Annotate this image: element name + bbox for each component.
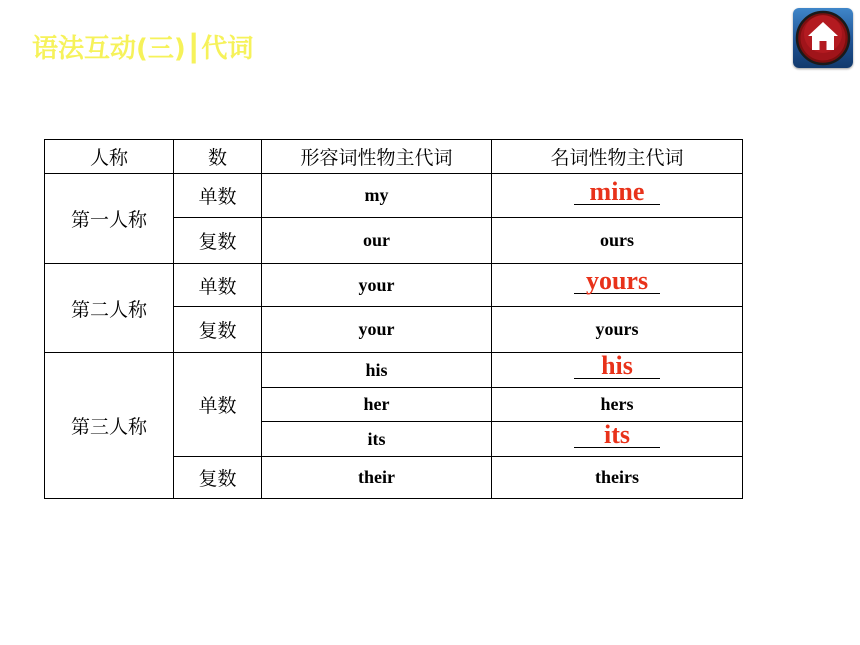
header-adjective-possessive: 形容词性物主代词: [262, 140, 492, 174]
answer-cell: [492, 264, 743, 307]
adjective-pronoun: its: [262, 422, 492, 457]
answer-text: his: [601, 351, 633, 380]
adjective-pronoun: your: [262, 264, 492, 307]
noun-pronoun: theirs: [492, 457, 743, 499]
table-header-row: [45, 140, 743, 174]
number-cell: 复数: [174, 218, 262, 264]
number-cell: 复数: [174, 457, 262, 499]
person-first: 第一人称: [45, 174, 174, 264]
number-cell: 单数: [174, 353, 262, 457]
adjective-pronoun: our: [262, 218, 492, 264]
pronoun-table: [44, 139, 743, 499]
answer-cell: [492, 353, 743, 388]
adjective-pronoun: their: [262, 457, 492, 499]
adjective-pronoun: my: [262, 174, 492, 218]
number-cell: 复数: [174, 307, 262, 353]
person-third: 第三人称: [45, 353, 174, 499]
adjective-pronoun: his: [262, 353, 492, 388]
header-number: 数: [174, 140, 262, 174]
table-row: [45, 264, 743, 307]
number-cell: 单数: [174, 174, 262, 218]
answer-text: yours: [585, 266, 649, 295]
answer-text: mine: [589, 176, 645, 206]
answer-blank: [574, 176, 660, 209]
adjective-pronoun: her: [262, 388, 492, 422]
person-second: 第二人称: [45, 264, 174, 353]
answer-blank: [574, 353, 660, 383]
answer-blank: [574, 422, 660, 452]
header-person: 人称: [45, 140, 174, 174]
table-row: [45, 174, 743, 218]
home-button[interactable]: [793, 8, 853, 68]
header-noun-possessive: 名词性物主代词: [492, 140, 743, 174]
home-icon: [793, 8, 853, 68]
page-title: 语法互动(三)┃代词: [32, 34, 254, 64]
noun-pronoun: hers: [492, 388, 743, 422]
answer-text: its: [604, 420, 630, 449]
noun-pronoun: ours: [492, 218, 743, 264]
answer-cell: [492, 422, 743, 457]
table-row: [45, 353, 743, 388]
adjective-pronoun: your: [262, 307, 492, 353]
number-cell: 单数: [174, 264, 262, 307]
answer-blank: [574, 268, 660, 298]
answer-cell: [492, 174, 743, 218]
noun-pronoun: yours: [492, 307, 743, 353]
